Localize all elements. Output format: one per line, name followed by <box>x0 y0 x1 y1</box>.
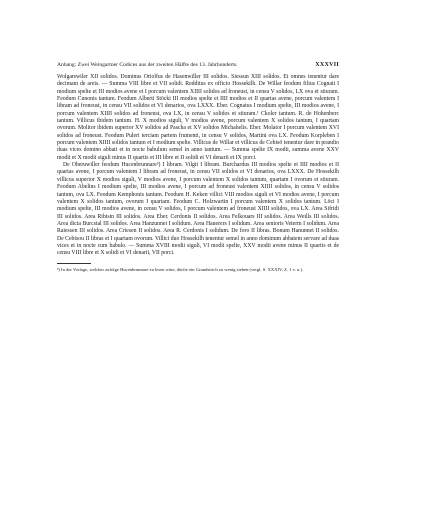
body-text <box>57 74 339 258</box>
paragraph: De Oberuwiller feodum Hucenbrunnare²) I libram. Vilgit I libram. Burchardus III modios spelte et IIII modios et II quartas avene, I porcum valentem I libram ad froneust, in censu VII solidos et VI denarios, ova LXXX. De Hossekilh villicus superior X modios siguli, V modios avene, I porcum valentem X solidos tantum, quartam I ovorum et stiuram. Feodum Abelins I modium spelte, III modios avene, I porcum ad froneust valentem XIIII solidos, in censu V solidos tantum, ova LX. Feodum Kemphonis tantum. Feodum H. Keken villici VIII modios siguli et VI modios avene, I porcum valentem X solidos tantum, ovorum I quartam. Feodum C. Holzwartin I porcum valentem X solidos tantum. Löci I modium spelte, III modios avene, in censu V solidos, I porcum valentem ad froneust XIIII solidos, ova LX. Area Sifridi III solidos. Area Ribisin III solidos. Area Eber. Cerdonis II solidos. Area Felkouars III solidos. Area Weills III solidos. Area dicta Burcstal III solidos. Area Hanzunnei I solidum. Area Hauerers I solidum. Area senioris Veterm I solidum. Area Raiessen III solidos. Area Criesen II solidos. Area R. Cerdonis I solidum. De foro II libras. Bonum Hanunnet II solidos. De Cebisou II libras et I quartam ovorum. Villici duo Hossekilh tenentur semel in anno dominum abbatem servare ad duas vices et in nocte cum babulo. — Summa XVIII modii siguli, VI modii spelte, XXV modii avene minus II quartis et de censu VIII libre et X solidi et VI denarii, VII porci. <box>57 162 339 257</box>
running-header <box>57 62 339 69</box>
document-page <box>57 62 339 273</box>
footnote: ²) In der Vorlage, welcher zufolge Hucenbrunnare zu lesen wäre, dürfte ein Grundstrich zu wenig stehen (vergl. S. XXXIV, Z. 1 v. u.). <box>57 266 304 272</box>
footnote-divider <box>57 263 91 264</box>
page-number: XXXVII <box>315 62 339 68</box>
running-title: Anhang: Zwei Weingartner Codices aus der zweiten Hälfte des 13. Jahrhunderts. <box>57 62 238 68</box>
paragraph: Wolgarswiler XII solidos. Dominus Oriolfus de Hasenwiller III solidos. Siessun XIII solidos. Et omnes tenentur dare decimam de areis. — Summa VIII libre et VII solidi. Redditus ex officio Hossekilh. De Willar feodum filius Cognati I modium spelte et III modios avene et I porcum valentem XIIII solidos ad froneust, in censu V solidos, LX ova et stiuram. Feodum Cunonis tantum. Feodum Alberti Stöcki III modios spelte et IIII modios et II quartas avene, porcum valentem I libram ad froneust, in censu VII solidos et VI denarios, ova LXXX. Eber. Cognatus I modium spelte, III modios avene, I porcum valentem XIIII solidos ad froneust, ova LX, in censu V solidos et stiuram.¹ Ckoler tantum. R. de Hohenberc tantum. Villicus ibidem tantum. H. X modios siguli, V modios avene, porcum valentem X solidos tantum, I quartam ovorum. Molitor ibidem superior XV solidos ad Pascha et XV solidos Michahelis. Eber. Molator I porcum valentem XVI solidos ad froneust. Feodum Puleri terciam partem frumenti, in censu V solidos, Martini ova LX. Feodum Korpleben I porcum valentem XIIII solidos tantum et I modium spelte. Villicus de Willar et villicus de Cebisö tenentur dare in prandio duas vices domino abbati et in nocte babulum semel in anno tantum. — Summa spelte IX modii, summa avene XXV modii et X modii siguli minus II quartis et III libre et II solidi et VI denarii et IX porci. <box>57 74 339 161</box>
